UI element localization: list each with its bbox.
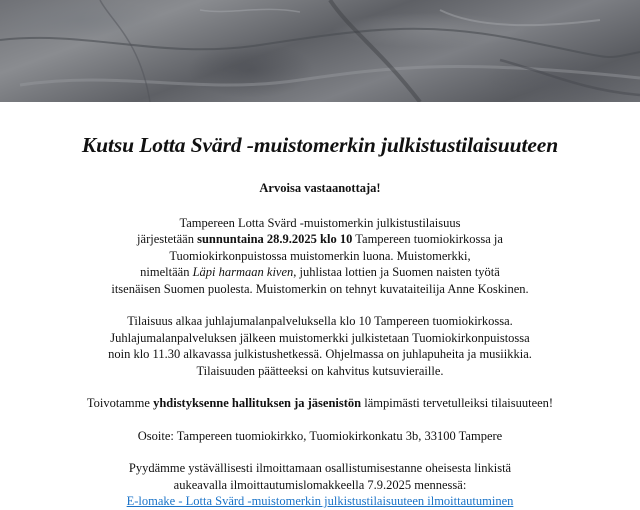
program-line-4: Tilaisuuden päätteeksi on kahvitus kutsuvieraille. bbox=[196, 363, 444, 378]
registration-form-link[interactable]: E-lomake - Lotta Svärd -muistomerkin julkistustilaisuuteen ilmoittautuminen bbox=[126, 494, 514, 508]
paragraph-event-info bbox=[0, 215, 640, 298]
event-info-line-2-post: Tampereen tuomiokirkossa ja bbox=[352, 232, 503, 246]
program-line-2: Juhlajumalanpalveluksen jälkeen muistomerkki julkistetaan Tuomiokirkonpuistossa bbox=[110, 330, 530, 345]
welcome-bold: yhdistyksenne hallituksen ja jäsenistön bbox=[153, 396, 362, 410]
event-info-line-5: itsenäisen Suomen puolesta. Muistomerkin on tehnyt kuvataiteilija Anne Koskinen. bbox=[111, 281, 529, 296]
greeting: Arvoisa vastaanottaja! bbox=[259, 181, 381, 195]
event-date-time: sunnuntaina 28.9.2025 klo 10 bbox=[197, 232, 353, 246]
registration-line-2: aukeavalla ilmoittautumislomakkeella 7.9.2025 mennessä: bbox=[173, 477, 467, 492]
page-title: Kutsu Lotta Svärd -muistomerkin julkistustilaisuuteen bbox=[81, 133, 559, 157]
paragraph-welcome bbox=[0, 395, 640, 412]
paragraph-program bbox=[0, 313, 640, 379]
welcome-pre: Toivotamme bbox=[86, 396, 154, 410]
paragraph-registration bbox=[0, 460, 640, 510]
stone-texture-image bbox=[0, 0, 640, 102]
address: Osoite: Tampereen tuomiokirkko, Tuomiokirkonkatu 3b, 33100 Tampere bbox=[137, 428, 503, 443]
stone-texture-banner bbox=[0, 0, 640, 102]
event-info-line-1: Tampereen Lotta Svärd -muistomerkin julkistustilaisuus bbox=[179, 215, 461, 230]
welcome-post: lämpimästi tervetulleiksi tilaisuuteen! bbox=[361, 396, 554, 410]
event-info-line-3: Tuomiokirkonpuistossa muistomerkin luona. Muistomerkki, bbox=[169, 248, 471, 263]
event-info-line-2-pre: järjestetään bbox=[137, 232, 198, 246]
program-line-3: noin klo 11.30 alkavassa julkistushetkessä. Ohjelmassa on juhlapuheita ja musiikkia. bbox=[108, 347, 532, 361]
event-info-line-2 bbox=[0, 231, 640, 248]
event-info-line-4-post: , juhlistaa lottien ja Suomen naisten työtä bbox=[293, 265, 500, 279]
event-info-line-4 bbox=[0, 264, 640, 281]
program-line-1: Tilaisuus alkaa juhlajumalanpalveluksella klo 10 Tampereen tuomiokirkossa. bbox=[127, 314, 513, 328]
memorial-name: Läpi harmaan kiven bbox=[192, 265, 294, 279]
event-info-line-4-pre: nimeltään bbox=[140, 265, 193, 279]
invitation-body bbox=[0, 132, 640, 510]
registration-line-1: Pyydämme ystävällisesti ilmoittamaan osallistumisestanne oheisesta linkistä bbox=[128, 461, 512, 475]
